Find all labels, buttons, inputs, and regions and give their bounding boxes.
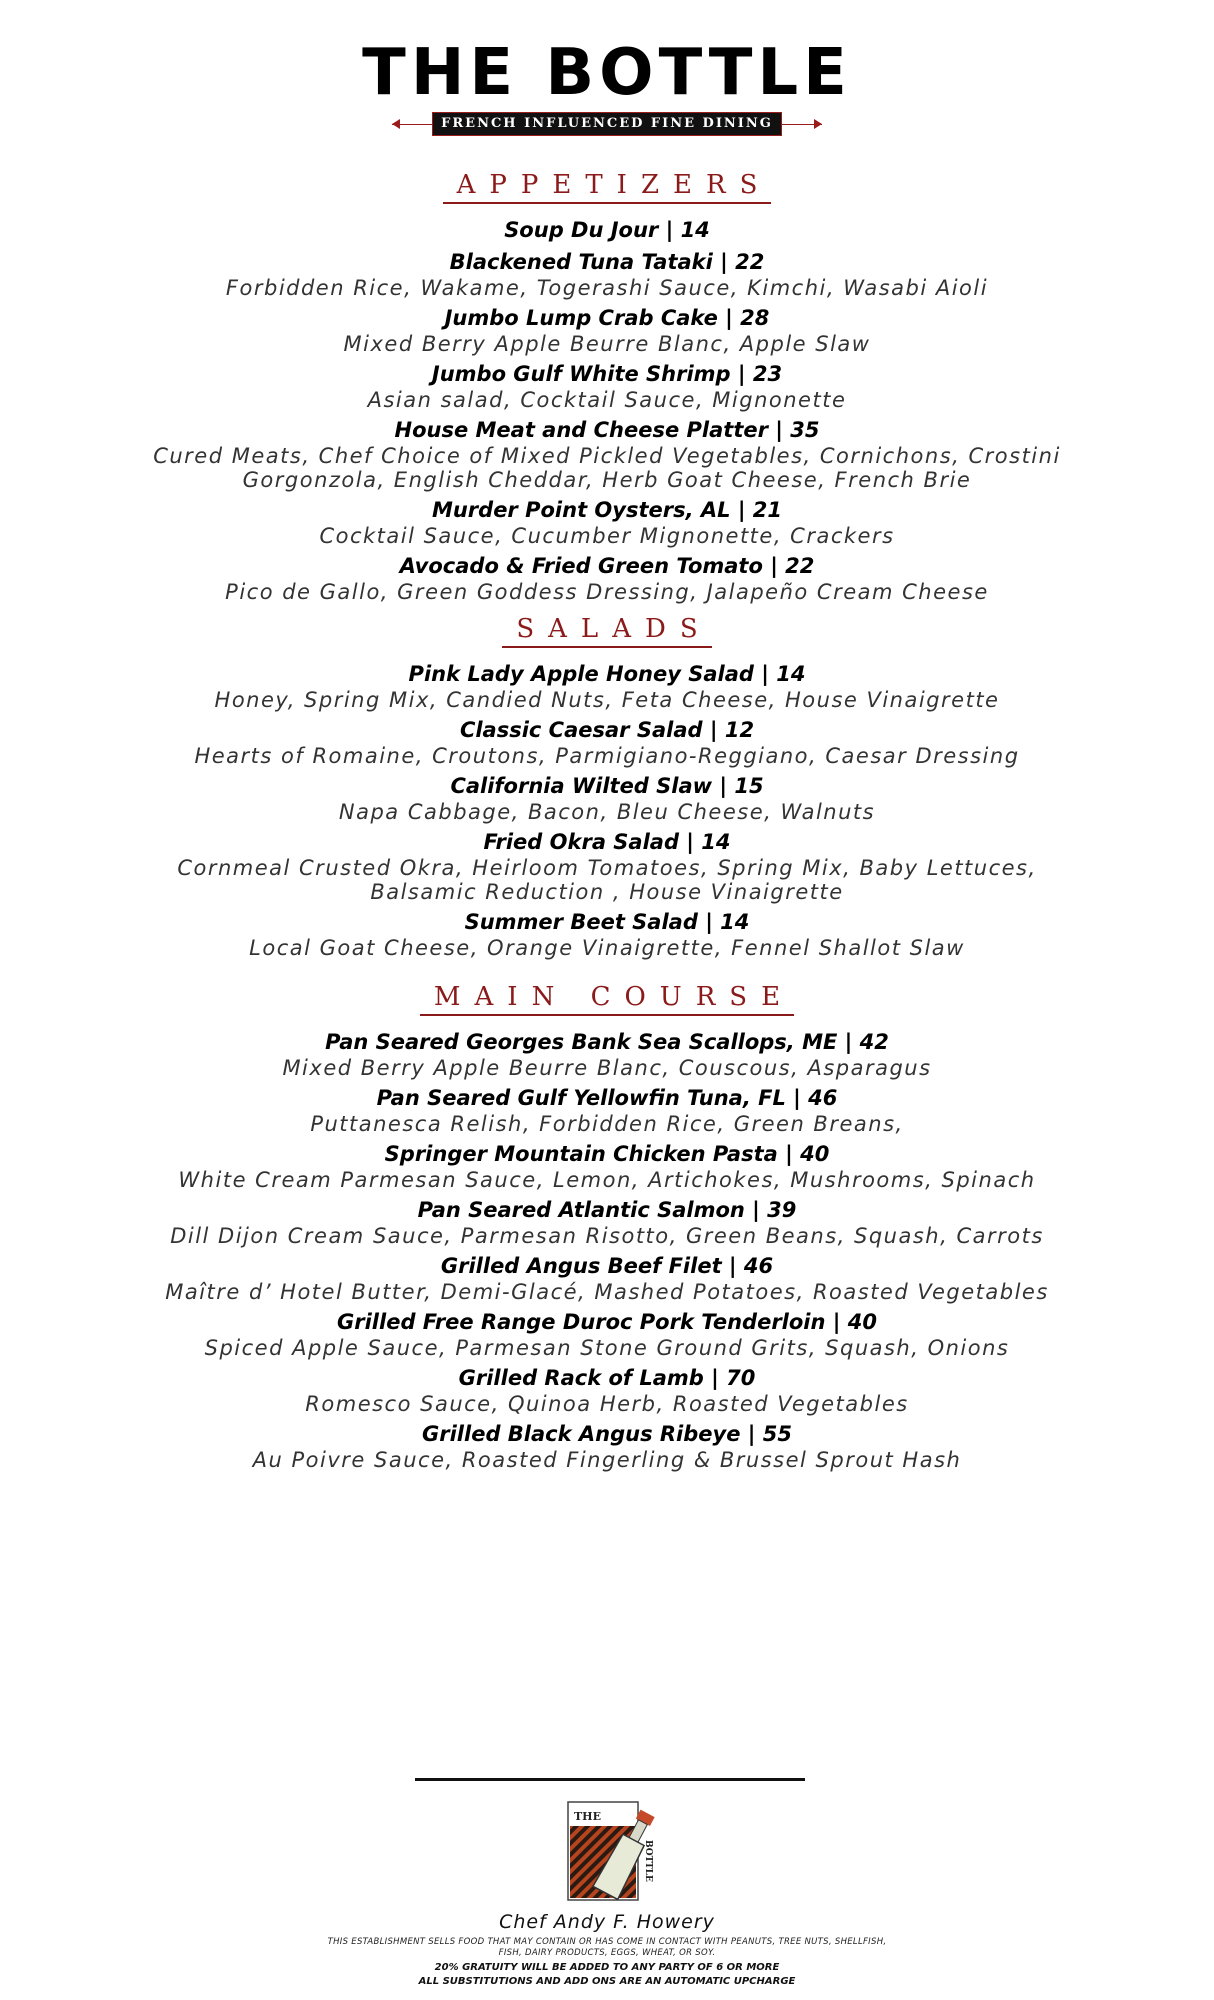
menu-item xyxy=(0,496,1214,548)
svg-text:BOTTLE: BOTTLE xyxy=(643,1840,653,1882)
brand-title: THE BOTTLE xyxy=(362,36,852,110)
menu-item-name: Pink Lady Apple Honey Salad | 14 xyxy=(408,662,806,686)
menu-item xyxy=(0,416,1214,492)
svg-text:THE: THE xyxy=(574,1810,601,1823)
menu-item-name: Soup Du Jour | 14 xyxy=(504,218,710,242)
menu-item xyxy=(0,660,1214,712)
menu-item-description: Asian salad, Cocktail Sauce, Mignonette xyxy=(367,388,847,412)
substitutions-note: ALL SUBSTITUTIONS AND ADD ONS ARE AN AUTOMATIC UPCHARGE xyxy=(418,1976,796,1987)
menu-item xyxy=(0,360,1214,412)
menu-item-name: Pan Seared Gulf Yellowfin Tuna, FL | 46 xyxy=(376,1086,838,1110)
menu-item-name: Fried Okra Salad | 14 xyxy=(483,830,731,854)
menu-item-name: Classic Caesar Salad | 12 xyxy=(459,718,755,742)
menu-item-description: Dill Dijon Cream Sauce, Parmesan Risotto, Green Beans, Squash, Carrots xyxy=(170,1224,1044,1248)
menu-item-name: Grilled Free Range Duroc Pork Tenderloin | 40 xyxy=(337,1310,877,1334)
disclaimer-line-2: FISH, DAIRY PRODUCTS, EGGS, WHEAT, OR SOY. xyxy=(498,1948,716,1958)
section-title: APPETIZERS xyxy=(443,170,772,204)
section-title: SALADS xyxy=(502,614,711,648)
menu-item xyxy=(0,716,1214,768)
allergen-disclaimer xyxy=(0,1937,1214,1959)
menu-section xyxy=(0,170,1214,604)
menu-item-description: Mixed Berry Apple Beurre Blanc, Couscous, Asparagus xyxy=(282,1056,932,1080)
menu-item xyxy=(0,1084,1214,1136)
arrowhead-right-icon xyxy=(814,119,822,129)
arrowhead-left-icon xyxy=(392,119,400,129)
bottle-logo-icon xyxy=(560,1800,670,1905)
menu-item-name: Grilled Angus Beef Filet | 46 xyxy=(440,1254,774,1278)
menu-item-description-line-2: Gorgonzola, English Cheddar, Herb Goat Cheese, French Brie xyxy=(242,468,972,492)
menu-item-description: Romesco Sauce, Quinoa Herb, Roasted Vegetables xyxy=(305,1392,909,1416)
menu-item-name: House Meat and Cheese Platter | 35 xyxy=(394,418,820,442)
menu-section xyxy=(0,982,1214,1472)
menu-item xyxy=(0,1364,1214,1416)
menu-item-name: Summer Beet Salad | 14 xyxy=(464,910,750,934)
menu-item xyxy=(0,772,1214,824)
gratuity-note: 20% GRATUITY WILL BE ADDED TO ANY PARTY OF 6 OR MORE xyxy=(434,1962,780,1973)
menu-item xyxy=(0,1028,1214,1080)
menu-item-name: Springer Mountain Chicken Pasta | 40 xyxy=(384,1142,830,1166)
menu-item-description: Puttanesca Relish, Forbidden Rice, Green Breans, xyxy=(310,1112,904,1136)
menu-item xyxy=(0,216,1214,244)
menu-item-description-line-2: Balsamic Reduction , House Vinaigrette xyxy=(370,880,844,904)
menu-item xyxy=(0,828,1214,904)
menu-item-name: Jumbo Lump Crab Cake | 28 xyxy=(444,306,770,330)
brand-tagline: FRENCH INFLUENCED FINE DINING xyxy=(432,112,782,136)
menu-item-name: Pan Seared Atlantic Salmon | 39 xyxy=(417,1198,797,1222)
menu-item xyxy=(0,908,1214,960)
menu-item xyxy=(0,1420,1214,1472)
menu-item-description: White Cream Parmesan Sauce, Lemon, Artichokes, Mushrooms, Spinach xyxy=(178,1168,1036,1192)
menu-item-description: Spiced Apple Sauce, Parmesan Stone Ground Grits, Squash, Onions xyxy=(204,1336,1010,1360)
section-title: MAIN COURSE xyxy=(420,982,794,1016)
chef-name: Chef Andy F. Howery xyxy=(499,1911,715,1933)
menu-item-description: Maître d’ Hotel Butter, Demi-Glacé, Mashed Potatoes, Roasted Vegetables xyxy=(165,1280,1049,1304)
menu-item-description: Au Poivre Sauce, Roasted Fingerling & Brussel Sprout Hash xyxy=(252,1448,962,1472)
disclaimer-line-1: THIS ESTABLISHMENT SELLS FOOD THAT MAY CONTAIN OR HAS COME IN CONTACT WITH PEANUTS, TREE NUTS, SHELLFISH, xyxy=(327,1937,887,1947)
menu-item-description: Hearts of Romaine, Croutons, Parmigiano-Reggiano, Caesar Dressing xyxy=(194,744,1020,768)
menu-item-name: Blackened Tuna Tataki | 22 xyxy=(449,250,765,274)
menu-item-description: Local Goat Cheese, Orange Vinaigrette, Fennel Shallot Slaw xyxy=(249,936,965,960)
menu-item-name: Murder Point Oysters, AL | 21 xyxy=(431,498,783,522)
menu-item-description: Mixed Berry Apple Beurre Blanc, Apple Slaw xyxy=(343,332,871,356)
menu-item-name: Grilled Rack of Lamb | 70 xyxy=(458,1366,756,1390)
menu-item xyxy=(0,552,1214,604)
menu-item-description: Cocktail Sauce, Cucumber Mignonette, Crackers xyxy=(319,524,895,548)
menu-item xyxy=(0,1308,1214,1360)
menu-item xyxy=(0,1196,1214,1248)
menu-item xyxy=(0,248,1214,300)
menu-item-description: Honey, Spring Mix, Candied Nuts, Feta Cheese, House Vinaigrette xyxy=(214,688,1000,712)
menu-item-description: Cured Meats, Chef Choice of Mixed Pickled Vegetables, Cornichons, Crostini xyxy=(153,444,1061,468)
menu-item-description: Cornmeal Crusted Okra, Heirloom Tomatoes, Spring Mix, Baby Lettuces, xyxy=(177,856,1037,880)
menu-body xyxy=(0,170,1214,1482)
menu-item-description: Forbidden Rice, Wakame, Togerashi Sauce, Kimchi, Wasabi Aioli xyxy=(225,276,989,300)
menu-item-description: Pico de Gallo, Green Goddess Dressing, Jalapeño Cream Cheese xyxy=(225,580,989,604)
menu-section xyxy=(0,614,1214,960)
menu-item-name: Avocado & Fried Green Tomato | 22 xyxy=(399,554,815,578)
menu-item-name: Grilled Black Angus Ribeye | 55 xyxy=(422,1422,792,1446)
menu-item-name: Pan Seared Georges Bank Sea Scallops, ME | 42 xyxy=(325,1030,889,1054)
footer-divider xyxy=(415,1778,805,1781)
menu-item-description: Napa Cabbage, Bacon, Bleu Cheese, Walnuts xyxy=(338,800,876,824)
menu-item-name: California Wilted Slaw | 15 xyxy=(450,774,764,798)
menu-item xyxy=(0,1252,1214,1304)
menu-item xyxy=(0,1140,1214,1192)
brand-tagline-banner xyxy=(392,112,822,136)
menu-item xyxy=(0,304,1214,356)
menu-item-name: Jumbo Gulf White Shrimp | 23 xyxy=(431,362,783,386)
brand-header xyxy=(0,36,1214,136)
